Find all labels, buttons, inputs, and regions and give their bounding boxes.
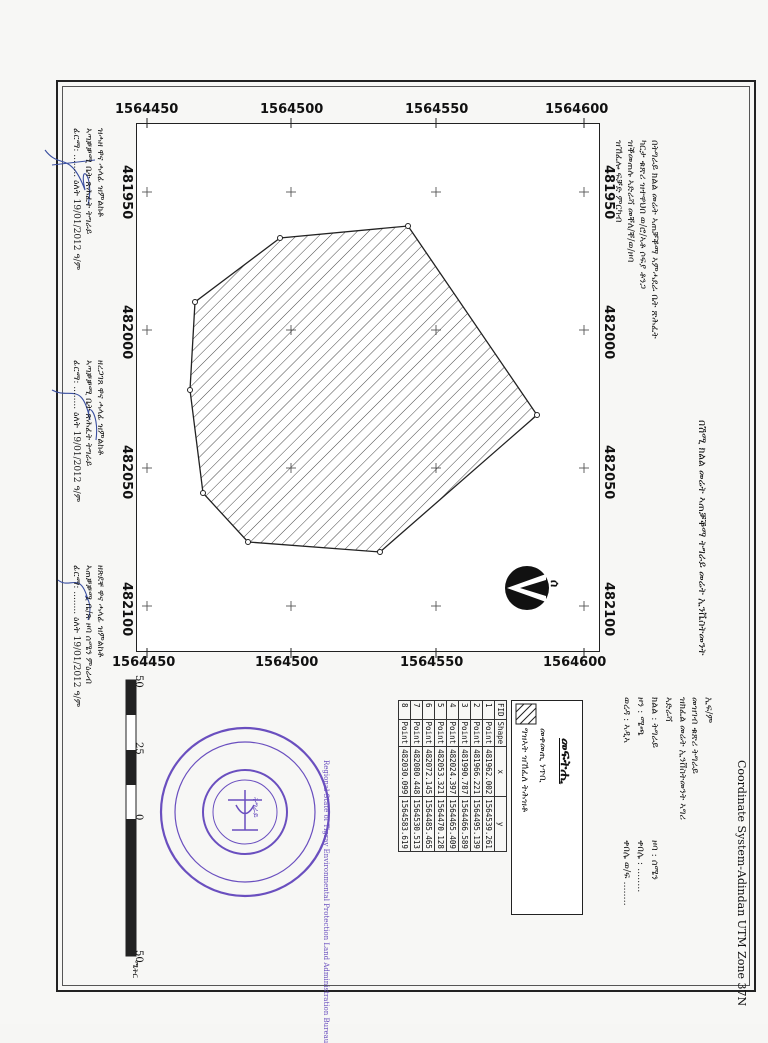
scale-unit: ሜትር: [131, 960, 140, 978]
table-cell: Point: [483, 719, 495, 747]
table-cell: 481966.221: [471, 747, 483, 797]
scale-label: 50: [133, 950, 144, 963]
signature-block-1: ዝሓዘ ዋና ሓላፊ ዝምልከቶ ኣጣቓቓሚ ቤት ጽሕፈት ትግራይ ፊርማ: ........ ዕለት 19/01/2012 ዓ/ም: [71, 128, 105, 271]
table-body: [399, 701, 495, 852]
table-header-cell: Shape: [495, 719, 507, 747]
table-cell: Point: [435, 719, 447, 747]
table-cell: 1564466.589: [459, 797, 471, 852]
stamp-inner-text: ትግራይ: [251, 797, 260, 818]
table-cell: 482030.099: [399, 747, 411, 797]
table-row: [459, 701, 471, 852]
header-line: በትግራይ ክልል መሬት ኣጠቓቕማ ኣምሓደራ ቤት ጽሕፈት: [649, 140, 660, 339]
info-line: ክልል : ትግራይ: [649, 697, 660, 749]
info-line: ኣድራሻ: [663, 697, 674, 722]
table-cell: 482053.321: [435, 747, 447, 797]
table-cell: 482072.145: [423, 747, 435, 797]
table-cell: 8: [399, 701, 411, 720]
y-tick-right: 482050: [601, 445, 616, 500]
table-cell: 1564470.128: [435, 797, 447, 852]
info-line: ኢፍ/ም: [703, 697, 714, 724]
header-line: ካርታ ቁጽሪ ዝተዋህበ ወ/ሮ/ኣቶ ሶፍያ ቶንጋ: [637, 140, 648, 290]
signature-block-3: ዘጽደቐ ዋና ሓላፊ ዝምልከቶ ኣጠቓቓሚ ቤ/ጽ ዞባ ሰሜን ምዕራብ ፊርማ: ........ ዕለት 19/01/2012 ዓ/ም: [71, 565, 105, 708]
table-row: [435, 701, 447, 852]
table-header-cell: y: [495, 797, 507, 852]
x-tick-top: 1564450: [115, 102, 179, 117]
parcel-polygon: [190, 226, 537, 552]
info-line: ዞባ : ሰሜን: [649, 840, 660, 881]
table-row: [447, 701, 459, 852]
table-cell: 1564465.409: [447, 797, 459, 852]
signature-block-2: ዘረጋገጸ ዋና ሓላፊ ዝምልከቶ ኣጣቓቓሚ ቤት ጽሕፈት ትግራይ ፊርማ: ........ ዕለት 19/01/2012 ዓ/ም: [71, 360, 105, 503]
north-label: ሰ: [548, 580, 562, 588]
info-line: ዝክፈል መሬት ኢንቨስትመንት ኣግሪ: [677, 697, 688, 820]
stamp-text: Regional State of Tigray Environmental Protection Land Administration Bureau: [322, 760, 330, 1043]
table-cell: 482024.397: [447, 747, 459, 797]
table-row: [471, 701, 483, 852]
hatch-swatch-icon: [515, 703, 537, 725]
table-cell: 5: [435, 701, 447, 720]
official-stamp: [161, 728, 329, 896]
header-line: ዝኸፈሎ ፍቓድ ምርካብ: [613, 140, 624, 223]
y-tick-right: 482000: [601, 305, 616, 360]
table-cell: 7: [411, 701, 423, 720]
table-header-cell: x: [495, 747, 507, 797]
table-row: [411, 701, 423, 852]
table-cell: 1564583.619: [399, 797, 411, 852]
legend-title: መፍትሒ: [557, 738, 573, 784]
table-header-cell: FID: [495, 701, 507, 720]
table-cell: 6: [423, 701, 435, 720]
y-tick-right: 482100: [601, 582, 616, 637]
y-tick-left: 482050: [119, 445, 134, 500]
table-header-row: [495, 701, 507, 852]
table-cell: Point: [447, 719, 459, 747]
table-cell: Point: [399, 719, 411, 747]
scale-label: 0: [133, 814, 144, 821]
y-tick-left: 481950: [119, 165, 134, 220]
x-tick-bottom: 1564450: [112, 655, 176, 670]
north-arrow-icon: [505, 566, 549, 610]
y-tick-right: 481950: [601, 165, 616, 220]
table-cell: 1: [483, 701, 495, 720]
info-line: ወረዳ : ኣዲኣ: [621, 697, 632, 743]
x-tick-bottom: 1564500: [255, 655, 319, 670]
x-tick-bottom: 1564550: [400, 655, 464, 670]
x-tick-top: 1564500: [260, 102, 324, 117]
document-title: በሽሚ ክልል መሬት ኣጠቓቕማ ትግራይ መሬት ኢንቬስትመንት: [696, 420, 708, 656]
x-tick-top: 1564600: [545, 102, 609, 117]
table-cell: 481962.002: [483, 747, 495, 797]
info-line: ቀበሌ ወ/ፍ ........: [621, 840, 632, 906]
info-line: ዞን : ሜጫ: [635, 697, 646, 736]
header-line: ዝቕመጠሉ ኣድራሻ መቐለ/ቐ/ወ/ዞባ: [625, 140, 636, 263]
legend-item-point: መቀመጢ ነጥቢ: [537, 728, 548, 783]
scale-label: 50: [133, 675, 144, 688]
table-cell: 1564495.139: [471, 797, 483, 852]
table-cell: 3: [459, 701, 471, 720]
table-row: [483, 701, 495, 852]
table-cell: 1564539.261: [483, 797, 495, 852]
legend-item-parcel: ግዝኣት ዝኸፈለ ትሕዝቶ: [519, 728, 530, 813]
y-tick-left: 482000: [119, 305, 134, 360]
coordinates-table-wrap: [398, 700, 507, 852]
table-cell: Point: [471, 719, 483, 747]
table-cell: 1564530.513: [411, 797, 423, 852]
table-cell: 481990.787: [459, 747, 471, 797]
table-row: [399, 701, 411, 852]
table-cell: Point: [423, 719, 435, 747]
info-line: ቀበሌ : ........: [635, 840, 646, 893]
table-cell: Point: [459, 719, 471, 747]
y-tick-left: 482100: [119, 582, 134, 637]
coordinates-table: [398, 700, 507, 852]
table-row: [423, 701, 435, 852]
scale-label: 25: [133, 742, 144, 755]
x-tick-bottom: 1564600: [543, 655, 607, 670]
table-cell: 482080.448: [411, 747, 423, 797]
info-line: መዝገብ ቁጽሪ ትግራይ: [689, 697, 700, 774]
table-cell: 1564485.465: [423, 797, 435, 852]
table-cell: 4: [447, 701, 459, 720]
table-cell: Point: [411, 719, 423, 747]
x-tick-top: 1564550: [405, 102, 469, 117]
table-cell: 2: [471, 701, 483, 720]
coordinate-system-label: Coordinate System-Adindan UTM Zone 37N: [735, 760, 748, 1007]
